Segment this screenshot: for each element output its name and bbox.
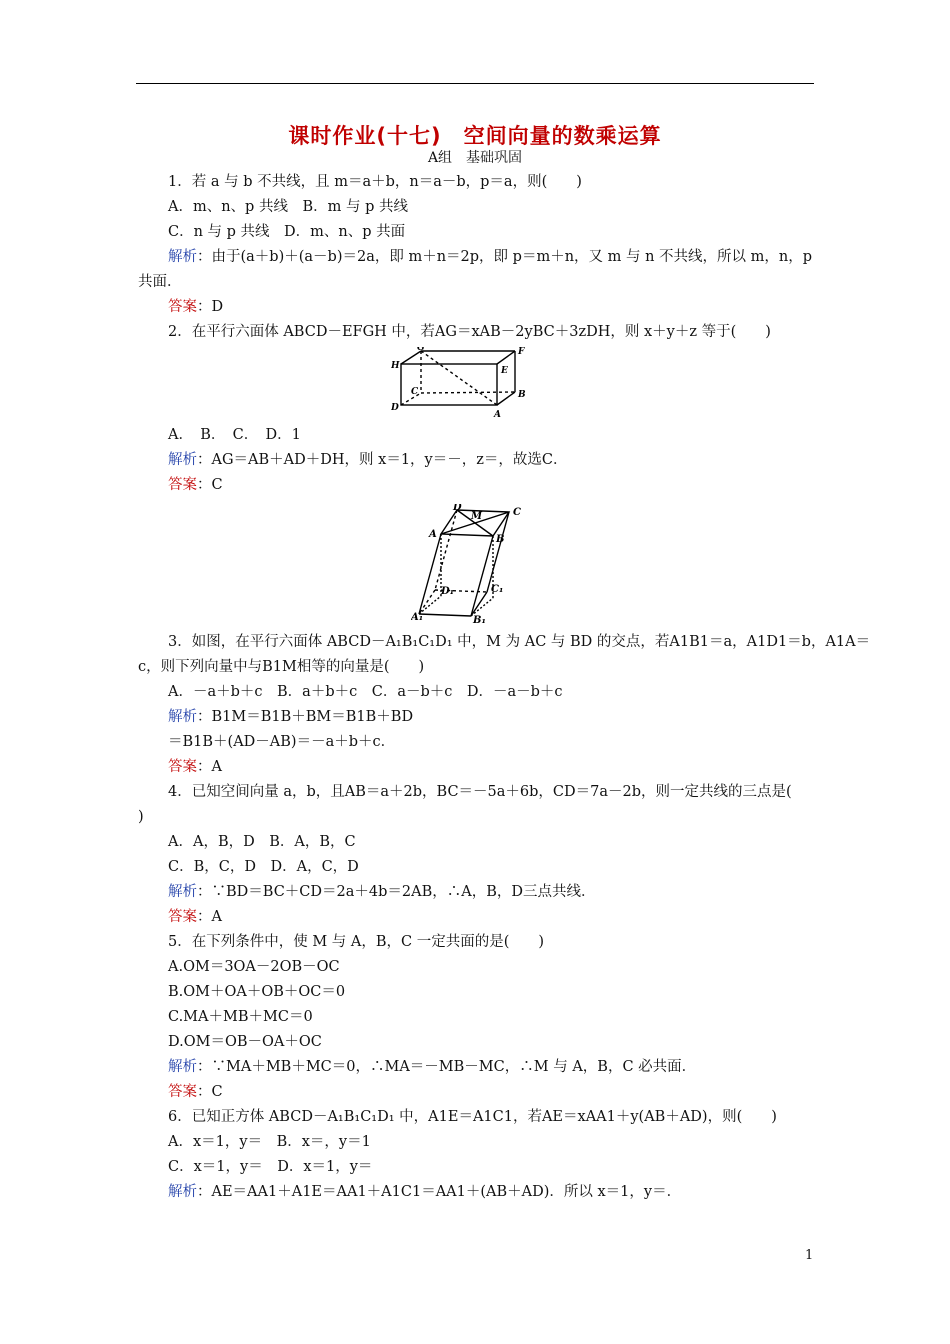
q3-figure-box xyxy=(138,498,814,630)
answer-label: 答案 xyxy=(168,909,197,925)
fig2-label: A xyxy=(429,529,437,540)
answer-label: 答案 xyxy=(168,1084,197,1100)
answer-label: 答案 xyxy=(168,759,197,775)
q4-solution: 解析：∵BD＝BC＋CD＝2a＋4b＝2AB，∴A，B，D三点共线． xyxy=(168,884,596,900)
q4-options-1: A．A，B，D B．A，B，C xyxy=(168,834,356,850)
fig1-label: B xyxy=(518,390,526,400)
q3-solution: 解析：B1M＝B1B＋BM＝B1B＋BD xyxy=(168,709,414,725)
fig1-label: F xyxy=(518,347,525,357)
q1-options-1: A．m、n、p 共线 B．m 与 p 共线 xyxy=(168,199,408,215)
page-number: 1 xyxy=(805,1248,814,1263)
q6-solution: 解析：AE＝AA1＋A1E＝AA1＋A1C1＝AA1＋(AB＋AD)．所以 x＝1，y＝． xyxy=(168,1184,682,1200)
q5-option-a: A.OM＝3OA－2OB－OC xyxy=(168,959,340,975)
fig2-label: C xyxy=(513,507,521,518)
q4-options-2: C．B，C，D D．A，C，D xyxy=(168,859,359,875)
header-rule xyxy=(136,83,814,84)
q2-figure-box xyxy=(138,345,814,423)
q2-stem: 2．在平行六面体 ABCD－EFGH 中，若AG＝xAB－2yBC＋3zDH，则 x＋y＋z 等于( ) xyxy=(168,324,771,340)
q4-stem-2: ) xyxy=(138,809,144,825)
q4-answer: 答案：A xyxy=(168,909,222,925)
fig2-label: A₁ xyxy=(411,612,424,623)
fig1-label: A xyxy=(494,410,501,419)
q2-answer: 答案：C xyxy=(168,477,223,493)
q1-options-2: C．n 与 p 共线 D．m、n、p 共面 xyxy=(168,224,406,240)
fig1-label: G xyxy=(417,347,425,353)
q4-stem-1: 4．已知空间向量 a，b，且AB＝a＋2b，BC＝－5a＋6b，CD＝7a－2b，则一定共线的三点是( xyxy=(168,784,792,800)
q6-options-1: A．x＝1，y＝ B．x＝，y＝1 xyxy=(168,1134,371,1150)
fig1-label: E xyxy=(501,366,508,376)
fig1-label: D xyxy=(391,403,399,413)
section-subtitle: A组 基础巩固 xyxy=(427,150,523,166)
fig2-label: C₁ xyxy=(491,584,504,595)
q5-option-b: B.OM＋OA＋OB＋OC＝0 xyxy=(168,984,346,1000)
q2-options: A． B． C． D．1 xyxy=(168,427,301,443)
q3-answer: 答案：A xyxy=(168,759,222,775)
solution-label: 解析 xyxy=(168,1059,197,1075)
solution-label: 解析 xyxy=(168,709,197,725)
answer-label: 答案 xyxy=(168,477,197,493)
box-figure xyxy=(391,347,561,419)
document-body xyxy=(138,170,871,1205)
q3-options: A．－a＋b＋c B．a＋b＋c C．a－b＋c D．－a－b＋c xyxy=(168,684,563,700)
q5-stem: 5．在下列条件中，使 M 与 A，B，C 一定共面的是( ) xyxy=(168,934,545,950)
q5-answer: 答案：C xyxy=(168,1084,223,1100)
q5-option-d: D.OM＝OB－OA＋OC xyxy=(168,1034,322,1050)
q3-solution-cont: ＝B1B＋(AD－AB)＝－a＋b＋c． xyxy=(168,734,396,750)
fig2-label: B₁ xyxy=(473,615,486,624)
fig2-label: B xyxy=(496,534,505,545)
q2-solution: 解析：AG＝AB＋AD＋DH，则 x＝1，y＝－，z＝，故选C． xyxy=(168,452,568,468)
page-title: 课时作业(十七) 空间向量的数乘运算 xyxy=(288,124,662,148)
q1-answer: 答案：D xyxy=(168,299,224,315)
q6-options-2: C．x＝1，y＝ D．x＝1，y＝ xyxy=(168,1159,373,1175)
fig2-label: D xyxy=(453,504,462,513)
fig1-label: C xyxy=(411,387,419,397)
solution-label: 解析 xyxy=(168,452,197,468)
q3-stem-1: 3．如图，在平行六面体 ABCD－A₁B₁C₁D₁ 中，M 为 AC 与 BD 的交点，若A1B1＝a，A1D1＝b，A1A＝ xyxy=(168,634,871,650)
q3-stem-2: c，则下列向量中与B1M相等的向量是( ) xyxy=(138,659,425,675)
q1-solution: 解析：由于(a＋b)＋(a－b)＝2a，即 m＋n＝2p，即 p＝m＋n，又 m 与 n 不共线，所以 m，n，p xyxy=(168,249,813,265)
q1-stem: 1．若 a 与 b 不共线，且 m＝a＋b，n＝a－b，p＝a，则( ) xyxy=(168,174,582,190)
answer-label: 答案 xyxy=(168,299,197,315)
q5-solution: 解析：∵MA＋MB＋MC＝0，∴MA＝－MB－MC，∴M 与 A，B，C 必共面． xyxy=(168,1059,697,1075)
solution-label: 解析 xyxy=(168,884,197,900)
solution-label: 解析 xyxy=(168,249,197,265)
q5-option-c: C.MA＋MB＋MC＝0 xyxy=(168,1009,313,1025)
q6-stem: 6．已知正方体 ABCD－A₁B₁C₁D₁ 中，A1E＝A1C1，若AE＝xAA1＋y(AB＋AD)，则( ) xyxy=(168,1109,777,1125)
fig2-label: M xyxy=(471,511,483,522)
parallelepiped-figure xyxy=(411,504,541,624)
solution-label: 解析 xyxy=(168,1184,197,1200)
q1-solution-cont: 共面． xyxy=(138,274,182,290)
fig1-label: H xyxy=(391,361,400,371)
fig2-label: D₁ xyxy=(441,586,455,597)
